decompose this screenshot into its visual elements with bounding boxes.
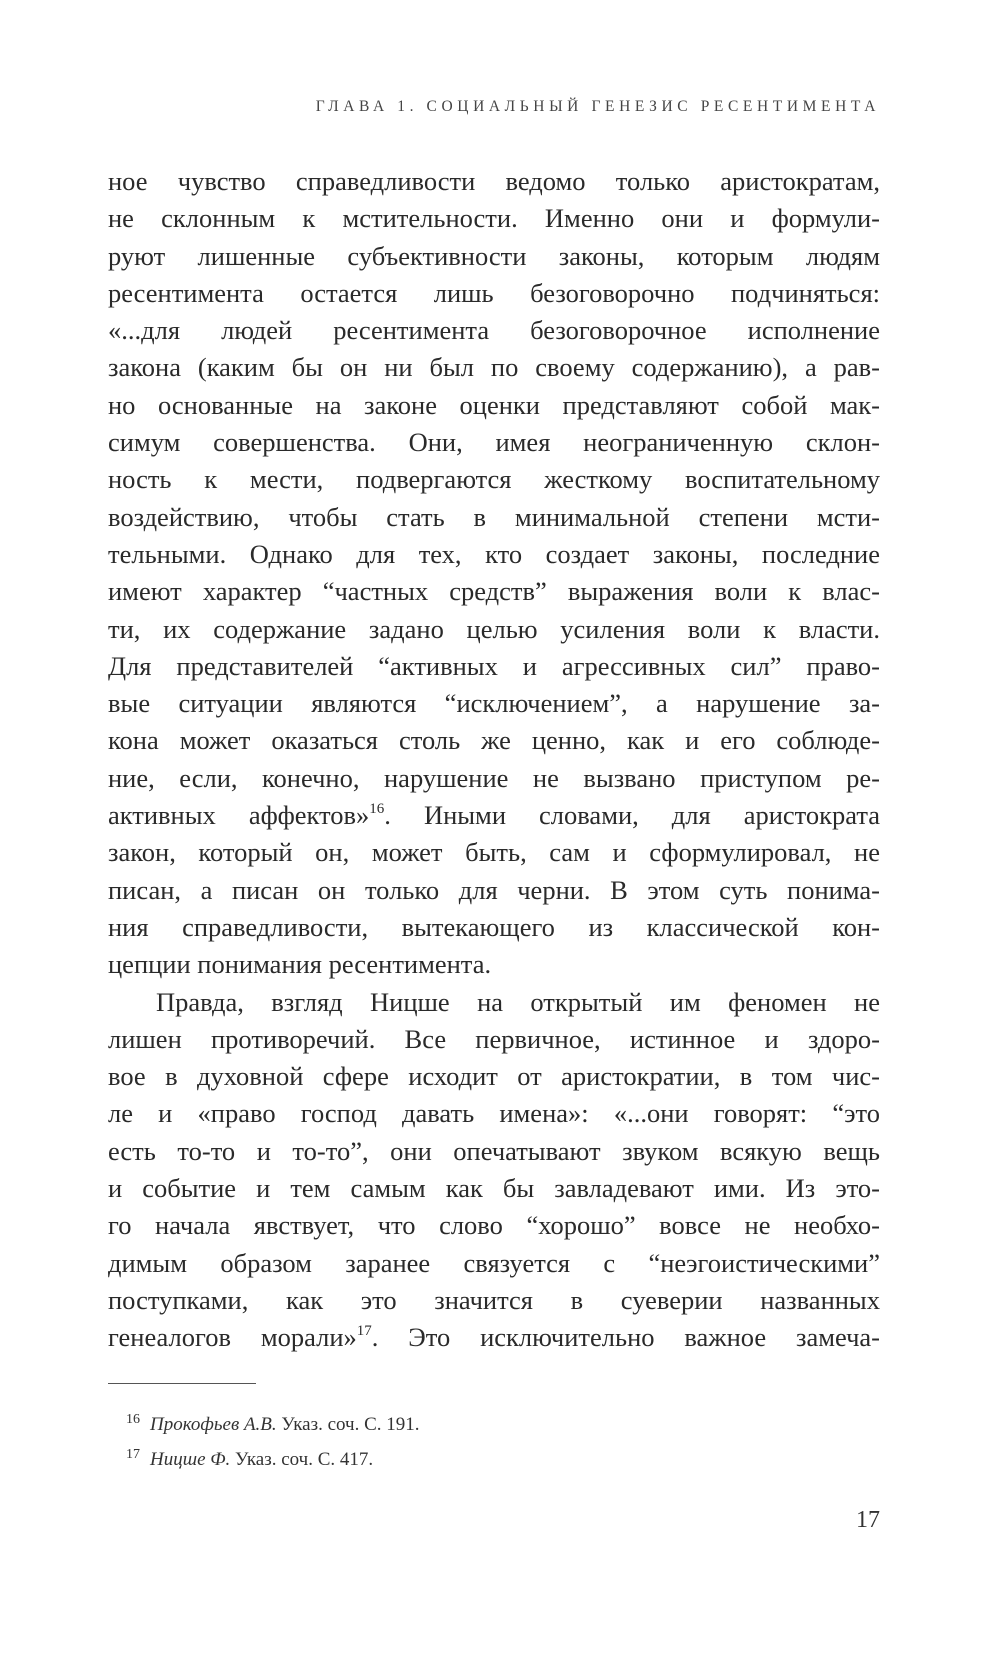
footnotes: [126, 1408, 420, 1478]
text-line: поступками, как это значится в суеверии названных: [108, 1284, 880, 1315]
text-line: писан, а писан он только для черни. В этом суть понима-: [108, 874, 880, 905]
text-line: димым образом заранее связуется с “неэгоистическими”: [108, 1247, 880, 1278]
footnote-16: [126, 1408, 420, 1443]
footnote-text: Указ. соч. С. 417.: [230, 1449, 374, 1470]
text-line: Правда, взгляд Ницше на открытый им феномен не: [156, 986, 880, 1017]
footnote-number: 16: [126, 1412, 140, 1427]
running-head: ГЛАВА 1. СОЦИАЛЬНЫЙ ГЕНЕЗИС РЕСЕНТИМЕНТА: [315, 98, 880, 115]
text-line: ти, их содержание задано целью усиления воли к власти.: [108, 613, 880, 644]
text-line: ние, если, конечно, нарушение не вызвано приступом ре-: [108, 762, 880, 793]
text-line: ле и «право господ давать имена»: «...они говорят: “это: [108, 1098, 880, 1129]
text-fragment: . Иными словами, для аристократа: [384, 800, 880, 831]
text-line: но основанные на законе оценки представляют собой мак-: [108, 389, 880, 420]
text-fragment: активных аффектов»: [108, 800, 370, 831]
text-line: ния справедливости, вытекающего из классической кон-: [108, 911, 880, 942]
text-line-with-footnote-ref: [108, 797, 880, 834]
text-line: закон, который он, может быть, сам и сформулировал, не: [108, 837, 880, 868]
text-line: тельными. Однако для тех, кто создает законы, последние: [108, 538, 880, 569]
text-line: закона (каким бы он ни был по своему содержанию), а рав-: [108, 352, 880, 383]
footnote-author: Ницше Ф.: [150, 1449, 231, 1470]
text-line: руют лишенные субъективности законы, которым людям: [108, 240, 880, 271]
text-line: цепции понимания ресентимента.: [108, 949, 492, 980]
text-line: го начала явствует, что слово “хорошо” вовсе не необхо-: [108, 1210, 880, 1241]
footnote-divider: [108, 1383, 256, 1384]
footnote-17: [126, 1443, 420, 1478]
footnote-number: 17: [126, 1447, 140, 1462]
text-line-with-footnote-ref: [108, 1319, 880, 1356]
footnote-ref-17[interactable]: 17: [356, 1323, 372, 1340]
text-line: и событие и тем самым как бы завладевают ими. Из это-: [108, 1173, 880, 1204]
text-line: воздействию, чтобы стать в минимальной степени мсти-: [108, 501, 880, 532]
text-line: не склонным к мстительности. Именно они и формули-: [108, 203, 880, 234]
text-line: ность к мести, подвергаются жесткому воспитательному: [108, 464, 880, 495]
body-text: [108, 163, 880, 1357]
footnote-text: Указ. соч. С. 191.: [276, 1414, 420, 1435]
text-fragment: генеалогов морали»: [108, 1322, 357, 1353]
text-line: вое в духовной сфере исходит от аристократии, в том чис-: [108, 1061, 880, 1092]
text-line: вые ситуации являются “исключением”, а нарушение за-: [108, 688, 880, 719]
footnote-ref-16[interactable]: 16: [369, 801, 385, 818]
footnote-author: Прокофьев А.В.: [150, 1414, 277, 1435]
text-line: имеют характер “частных средств” выражения воли к влас-: [108, 576, 880, 607]
text-line: симум совершенства. Они, имея неограниченную склон-: [108, 427, 880, 458]
text-line: лишен противоречий. Все первичное, истинное и здоро-: [108, 1023, 880, 1054]
page-number: 17: [856, 1507, 880, 1533]
text-line: Для представителей “активных и агрессивных сил” право-: [108, 650, 880, 681]
text-line: ресентимента остается лишь безоговорочно подчиняться:: [108, 277, 880, 308]
text-line: «...для людей ресентимента безоговорочное исполнение: [108, 315, 880, 346]
text-line: кона может оказаться столь же ценно, как и его соблюде-: [108, 725, 880, 756]
text-fragment: . Это исключительно важное замеча-: [371, 1322, 880, 1353]
text-line: ное чувство справедливости ведомо только аристократам,: [108, 166, 880, 196]
text-line: есть то-то и то-то”, они опечатывают звуком всякую вещь: [108, 1135, 880, 1166]
